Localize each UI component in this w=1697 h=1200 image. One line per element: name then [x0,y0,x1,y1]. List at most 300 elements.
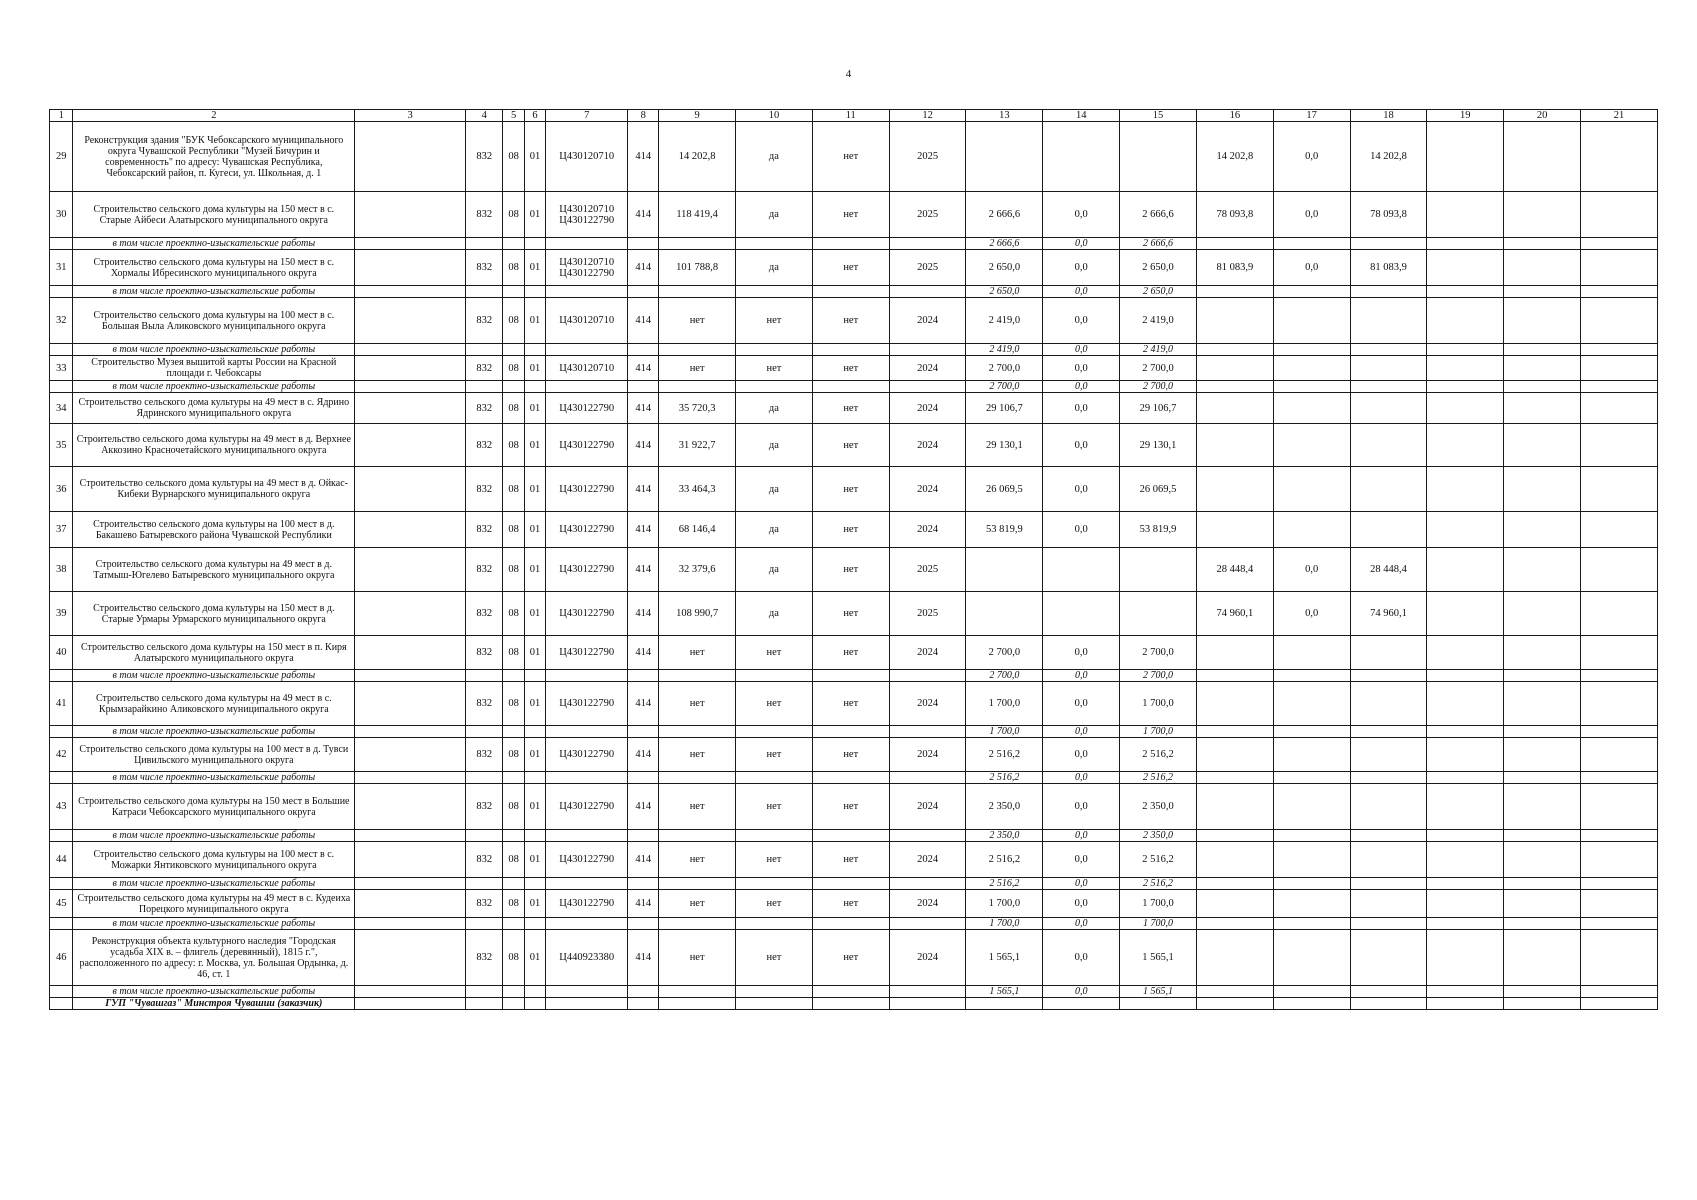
cell-c9: 118 419,4 [659,192,736,238]
sub-cell-c13: 1 700,0 [966,918,1043,930]
cell-c13: 2 419,0 [966,298,1043,344]
sub-cell-c5 [503,670,524,682]
cell-c9: нет [659,784,736,830]
row-number: 32 [50,298,73,344]
sub-cell-c8 [628,670,659,682]
sub-cell-c4 [466,344,503,356]
cell-c21 [1580,512,1657,548]
table-subrow [50,344,1658,356]
cell-c15: 2 419,0 [1120,298,1197,344]
sub-cell-c10 [736,286,813,298]
cell-c19 [1427,592,1504,636]
cell-col-3 [355,424,466,467]
object-name: Строительство сельского дома культуры на 150 мест в с. Хормалы Ибресинского муниципального округа [73,250,355,286]
cell-c18: 74 960,1 [1350,592,1427,636]
cell-col-3 [355,548,466,592]
cell-c8: 414 [628,548,659,592]
sub-cell-c5 [503,286,524,298]
sub-cell-c18 [1350,830,1427,842]
sub-cell-c6 [524,670,545,682]
sub-cell-c9 [659,238,736,250]
customer-row [50,998,1658,1010]
cell-c9: нет [659,636,736,670]
cell-c18 [1350,298,1427,344]
cell-c9: 101 788,8 [659,250,736,286]
cell-c12: 2024 [889,784,966,830]
sub-cell-c3 [355,238,466,250]
cell-c15: 1 565,1 [1120,930,1197,986]
sub-cell-c10 [736,830,813,842]
cell-c6: 01 [524,784,545,830]
sub-cell-c20 [1504,381,1581,393]
sub-cell-c11 [812,772,889,784]
cell-c19 [1427,467,1504,512]
sub-row-label: в том числе проектно-изыскательские работы [73,381,355,393]
cell-c17 [1273,356,1350,381]
cell-c16 [1196,393,1273,424]
cell-col-3 [355,890,466,918]
cell-c14: 0,0 [1043,512,1120,548]
cell-c13 [966,592,1043,636]
final-cell-c8 [628,998,659,1010]
sub-row-number [50,986,73,998]
sub-cell-c20 [1504,830,1581,842]
sub-cell-c19 [1427,830,1504,842]
sub-row-label: в том числе проектно-изыскательские работы [73,344,355,356]
cell-col-3 [355,738,466,772]
cell-c18 [1350,636,1427,670]
sub-cell-c15: 1 565,1 [1120,986,1197,998]
cell-c21 [1580,356,1657,381]
sub-cell-c9 [659,878,736,890]
cell-c9: 33 464,3 [659,467,736,512]
cell-c12: 2024 [889,298,966,344]
cell-c17 [1273,298,1350,344]
sub-cell-c8 [628,726,659,738]
sub-cell-c8 [628,344,659,356]
cell-c11: нет [812,592,889,636]
cell-c4: 832 [466,592,503,636]
cell-c9: нет [659,298,736,344]
cell-c8: 414 [628,298,659,344]
sub-cell-c16 [1196,830,1273,842]
object-name: Строительство сельского дома культуры на 49 мест в с. Кудеиха Порецкого муниципального округа [73,890,355,918]
sub-cell-c10 [736,772,813,784]
column-header-7: 7 [546,110,628,122]
sub-cell-c12 [889,286,966,298]
cell-c16: 14 202,8 [1196,122,1273,192]
cell-col-3 [355,930,466,986]
sub-cell-c16 [1196,986,1273,998]
cell-c13 [966,548,1043,592]
sub-cell-c7 [546,286,628,298]
sub-cell-c3 [355,878,466,890]
sub-cell-c11 [812,918,889,930]
cell-c8: 414 [628,393,659,424]
sub-cell-c15: 1 700,0 [1120,918,1197,930]
sub-row-label: в том числе проектно-изыскательские работы [73,918,355,930]
column-header-12: 12 [889,110,966,122]
cell-c12: 2024 [889,890,966,918]
cell-c18 [1350,356,1427,381]
sub-cell-c4 [466,670,503,682]
cell-c19 [1427,192,1504,238]
cell-col-3 [355,784,466,830]
cell-c7: Ц430122790 [546,682,628,726]
object-name: Реконструкция объекта культурного наследия "Городская усадьба XIX в. – флигель (деревянный), 1815 г.", расположенного по адресу: г. Москва, ул. Большая Ордынка, д. 46, ст. 1 [73,930,355,986]
cell-c16 [1196,682,1273,726]
row-number: 33 [50,356,73,381]
table-row [50,548,1658,592]
sub-cell-c10 [736,238,813,250]
cell-c16 [1196,930,1273,986]
final-cell-c20 [1504,998,1581,1010]
cell-c6: 01 [524,592,545,636]
final-cell-c6 [524,998,545,1010]
cell-col-3 [355,298,466,344]
cell-c10: нет [736,842,813,878]
cell-c17 [1273,738,1350,772]
cell-c4: 832 [466,738,503,772]
sub-cell-c7 [546,381,628,393]
cell-c5: 08 [503,738,524,772]
cell-c4: 832 [466,424,503,467]
object-name: Строительство сельского дома культуры на 150 мест в п. Киря Алатырского муниципального округа [73,636,355,670]
cell-c14: 0,0 [1043,192,1120,238]
sub-row-number [50,344,73,356]
final-cell-c12 [889,998,966,1010]
cell-c8: 414 [628,784,659,830]
final-cell-c11 [812,998,889,1010]
cell-c11: нет [812,930,889,986]
cell-c12: 2025 [889,192,966,238]
row-number: 40 [50,636,73,670]
object-name: Строительство сельского дома культуры на 150 мест в д. Старые Урмары Урмарского муниципального округа [73,592,355,636]
sub-cell-c11 [812,670,889,682]
cell-c13: 2 350,0 [966,784,1043,830]
cell-c18: 28 448,4 [1350,548,1427,592]
sub-cell-c20 [1504,878,1581,890]
cell-c19 [1427,930,1504,986]
column-header-18: 18 [1350,110,1427,122]
cell-c18 [1350,682,1427,726]
cell-c17 [1273,393,1350,424]
cell-col-3 [355,356,466,381]
cell-c9: 31 922,7 [659,424,736,467]
sub-cell-c13: 2 350,0 [966,830,1043,842]
sub-cell-c3 [355,726,466,738]
cell-c14: 0,0 [1043,250,1120,286]
object-name: Строительство сельского дома культуры на 49 мест в д. Татмыш-Югелево Батыревского муниципального округа [73,548,355,592]
cell-c5: 08 [503,636,524,670]
sub-cell-c20 [1504,986,1581,998]
cell-c20 [1504,467,1581,512]
sub-cell-c14: 0,0 [1043,344,1120,356]
table-row [50,356,1658,381]
sub-cell-c6 [524,830,545,842]
cell-c20 [1504,784,1581,830]
sub-cell-c6 [524,238,545,250]
sub-cell-c6 [524,918,545,930]
cell-c13 [966,122,1043,192]
sub-cell-c14: 0,0 [1043,772,1120,784]
sub-cell-c15: 2 700,0 [1120,381,1197,393]
sub-cell-c11 [812,344,889,356]
sub-cell-c17 [1273,344,1350,356]
cell-c12: 2024 [889,356,966,381]
cell-c8: 414 [628,250,659,286]
sub-cell-c12 [889,670,966,682]
cell-c7: Ц430120710 Ц430122790 [546,250,628,286]
cell-c14: 0,0 [1043,930,1120,986]
cell-c6: 01 [524,393,545,424]
cell-c16 [1196,424,1273,467]
table-subrow [50,986,1658,998]
cell-c8: 414 [628,930,659,986]
cell-c20 [1504,424,1581,467]
cell-c10: да [736,592,813,636]
cell-c15: 53 819,9 [1120,512,1197,548]
cell-c14: 0,0 [1043,298,1120,344]
cell-c7: Ц430122790 [546,424,628,467]
sub-cell-c21 [1580,286,1657,298]
cell-c8: 414 [628,592,659,636]
sub-row-label: в том числе проектно-изыскательские работы [73,986,355,998]
cell-c21 [1580,467,1657,512]
cell-c7: Ц430120710 [546,122,628,192]
final-cell-c5 [503,998,524,1010]
cell-c6: 01 [524,682,545,726]
sub-cell-c10 [736,918,813,930]
sub-cell-c10 [736,344,813,356]
cell-c8: 414 [628,682,659,726]
cell-c21 [1580,393,1657,424]
sub-cell-c19 [1427,726,1504,738]
object-name: Строительство сельского дома культуры на 49 мест в с. Ядрино Ядринского муниципального округа [73,393,355,424]
table-subrow [50,670,1658,682]
cell-c5: 08 [503,890,524,918]
table-subrow [50,381,1658,393]
sub-cell-c15: 2 350,0 [1120,830,1197,842]
cell-c4: 832 [466,356,503,381]
cell-c8: 414 [628,738,659,772]
cell-c16 [1196,842,1273,878]
sub-cell-c13: 2 650,0 [966,286,1043,298]
cell-c14: 0,0 [1043,682,1120,726]
sub-cell-c3 [355,918,466,930]
cell-c15: 1 700,0 [1120,890,1197,918]
table-subrow [50,830,1658,842]
cell-c5: 08 [503,842,524,878]
cell-c15: 2 516,2 [1120,738,1197,772]
final-cell-c18 [1350,998,1427,1010]
sub-cell-c5 [503,238,524,250]
sub-cell-c15: 2 700,0 [1120,670,1197,682]
sub-cell-c17 [1273,670,1350,682]
sub-cell-c7 [546,772,628,784]
sub-cell-c4 [466,772,503,784]
cell-c18 [1350,930,1427,986]
sub-cell-c11 [812,878,889,890]
sub-cell-c19 [1427,344,1504,356]
table-row [50,636,1658,670]
cell-c6: 01 [524,890,545,918]
cell-c8: 414 [628,636,659,670]
sub-cell-c4 [466,986,503,998]
sub-cell-c14: 0,0 [1043,830,1120,842]
row-number: 41 [50,682,73,726]
cell-c4: 832 [466,192,503,238]
cell-c17: 0,0 [1273,192,1350,238]
cell-c18 [1350,393,1427,424]
cell-c19 [1427,393,1504,424]
sub-cell-c5 [503,772,524,784]
cell-c19 [1427,122,1504,192]
sub-cell-c8 [628,381,659,393]
cell-c17: 0,0 [1273,250,1350,286]
cell-c5: 08 [503,356,524,381]
row-number: 44 [50,842,73,878]
sub-cell-c17 [1273,830,1350,842]
cell-c21 [1580,738,1657,772]
cell-c18 [1350,890,1427,918]
cell-c16: 74 960,1 [1196,592,1273,636]
row-number: 39 [50,592,73,636]
cell-c8: 414 [628,356,659,381]
sub-cell-c18 [1350,726,1427,738]
sub-cell-c9 [659,726,736,738]
table-row [50,424,1658,467]
cell-c21 [1580,424,1657,467]
final-cell-c10 [736,998,813,1010]
sub-cell-c18 [1350,286,1427,298]
cell-c4: 832 [466,298,503,344]
sub-cell-c20 [1504,918,1581,930]
sub-cell-c3 [355,830,466,842]
sub-cell-c10 [736,878,813,890]
cell-c12: 2024 [889,842,966,878]
cell-c13: 2 650,0 [966,250,1043,286]
table-row [50,682,1658,726]
sub-cell-c14: 0,0 [1043,726,1120,738]
sub-row-label: в том числе проектно-изыскательские работы [73,286,355,298]
cell-c6: 01 [524,548,545,592]
cell-c21 [1580,682,1657,726]
cell-c11: нет [812,356,889,381]
sub-row-label: в том числе проектно-изыскательские работы [73,830,355,842]
sub-cell-c13: 2 516,2 [966,878,1043,890]
sub-cell-c12 [889,830,966,842]
row-number: 31 [50,250,73,286]
column-header-3: 3 [355,110,466,122]
cell-c12: 2025 [889,592,966,636]
cell-c6: 01 [524,298,545,344]
cell-c4: 832 [466,930,503,986]
table-row [50,250,1658,286]
table-row [50,192,1658,238]
sub-cell-c9 [659,986,736,998]
cell-c9: 35 720,3 [659,393,736,424]
sub-cell-c17 [1273,381,1350,393]
sub-cell-c5 [503,878,524,890]
cell-c21 [1580,250,1657,286]
sub-cell-c17 [1273,726,1350,738]
final-cell-c21 [1580,998,1657,1010]
sub-cell-c20 [1504,670,1581,682]
object-name: Строительство сельского дома культуры на 100 мест в с. Можарки Янтиковского муниципального округа [73,842,355,878]
final-cell-c13 [966,998,1043,1010]
cell-c10: да [736,122,813,192]
sub-cell-c7 [546,878,628,890]
sub-cell-c12 [889,918,966,930]
sub-cell-c18 [1350,381,1427,393]
cell-c17 [1273,930,1350,986]
cell-c18 [1350,512,1427,548]
cell-c15 [1120,592,1197,636]
sub-cell-c19 [1427,238,1504,250]
cell-c19 [1427,298,1504,344]
page-number: 4 [845,68,852,80]
cell-c11: нет [812,512,889,548]
cell-c21 [1580,842,1657,878]
row-number: 43 [50,784,73,830]
sub-cell-c14: 0,0 [1043,918,1120,930]
cell-c13: 1 565,1 [966,930,1043,986]
object-name: Строительство сельского дома культуры на 150 мест в с. Старые Айбеси Алатырского муниципального округа [73,192,355,238]
cell-c9: нет [659,930,736,986]
cell-c5: 08 [503,467,524,512]
cell-c13: 2 700,0 [966,636,1043,670]
sub-row-number [50,670,73,682]
sub-cell-c7 [546,986,628,998]
cell-c11: нет [812,298,889,344]
cell-c7: Ц430122790 [546,784,628,830]
cell-c4: 832 [466,548,503,592]
final-cell-c15 [1120,998,1197,1010]
final-cell-c19 [1427,998,1504,1010]
cell-c13: 2 700,0 [966,356,1043,381]
cell-c14: 0,0 [1043,356,1120,381]
column-header-1: 1 [50,110,73,122]
sub-cell-c3 [355,344,466,356]
cell-c14 [1043,122,1120,192]
cell-c16 [1196,636,1273,670]
table-row [50,512,1658,548]
sub-cell-c20 [1504,286,1581,298]
cell-c11: нет [812,890,889,918]
cell-c4: 832 [466,250,503,286]
final-cell-c7 [546,998,628,1010]
column-header-10: 10 [736,110,813,122]
cell-c10: нет [736,890,813,918]
cell-c14: 0,0 [1043,393,1120,424]
cell-c20 [1504,930,1581,986]
cell-c10: да [736,192,813,238]
row-number: 37 [50,512,73,548]
cell-c9: нет [659,738,736,772]
cell-c10: да [736,548,813,592]
sub-cell-c19 [1427,670,1504,682]
cell-c21 [1580,592,1657,636]
cell-c8: 414 [628,122,659,192]
cell-c12: 2024 [889,930,966,986]
sub-cell-c9 [659,772,736,784]
cell-c20 [1504,842,1581,878]
cell-c20 [1504,250,1581,286]
sub-cell-c16 [1196,344,1273,356]
column-header-16: 16 [1196,110,1273,122]
row-number: 35 [50,424,73,467]
